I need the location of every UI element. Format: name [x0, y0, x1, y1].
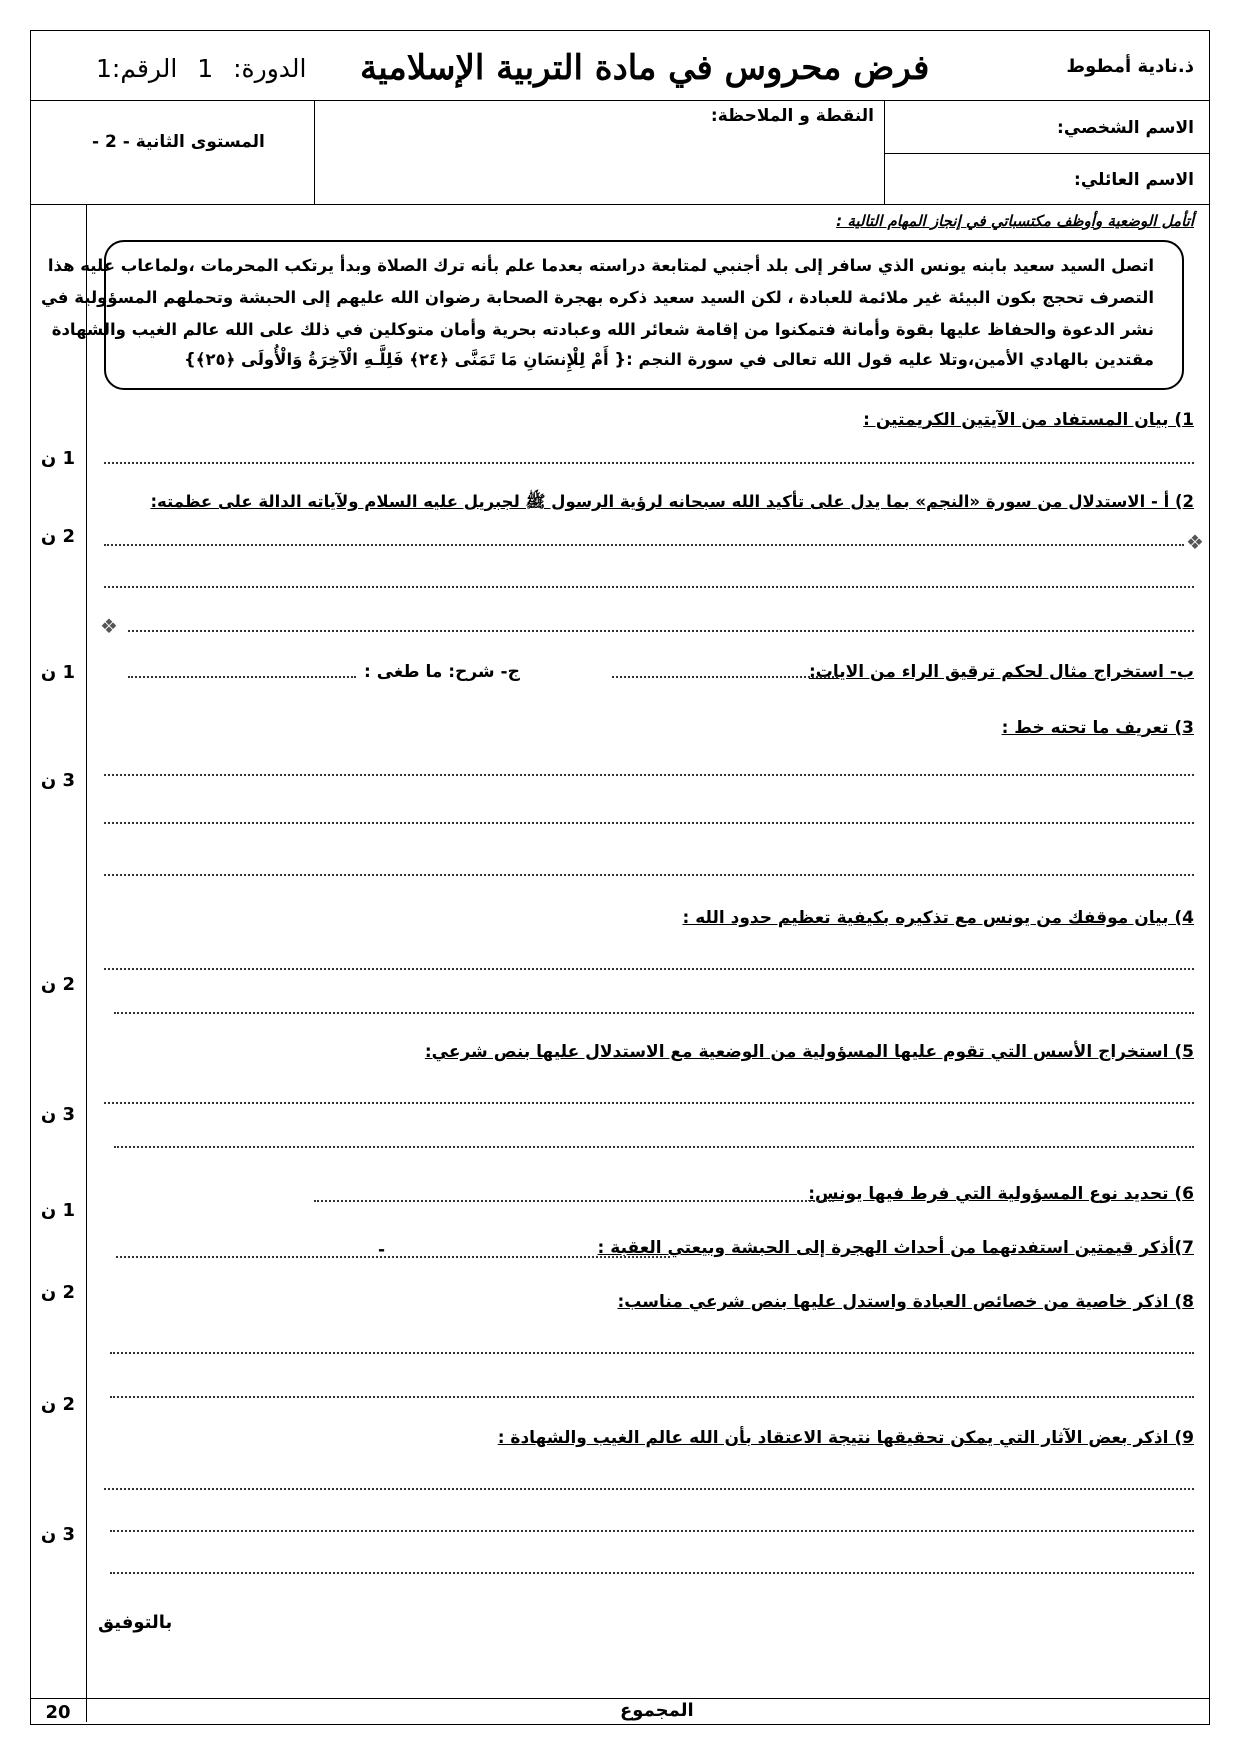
question-4: 4) بيان موقفك من يونس مع تذكيره بكيفية تعظيم حدود الله : [682, 908, 1194, 928]
answer-separator: - [378, 1240, 386, 1260]
situation-line-4: مقتدين بالهادي الأمين،وتلا عليه قول الله تعالى في سورة النجم :{ أَمْ لِلْإِنسَانِ مَا تَمَنَّى ﴿٢٤﴾ فَلِلَّـهِ الْآخِرَةُ وَالْأُولَى ﴿٢٥﴾} [184, 350, 1154, 369]
answer-line-q5-1[interactable] [104, 1102, 1194, 1104]
situation-line-2: التصرف تحجج بكون البيئة غير ملائمة للعبادة ، لكن السيد سعيد ذكره بهجرة الصحابة رضوان الله عليهم إلى الحبشة وتحملهم المسؤولية في [40, 288, 1154, 307]
answer-line-q7-1[interactable] [372, 1256, 670, 1258]
total-row-divider [30, 1698, 1210, 1699]
question-9: 9) اذكر بعض الآثار التي يمكن تحقيقها نتيجة الاعتقاد بأن الله عالم الغيب والشهادة : [497, 1428, 1194, 1448]
session-info [96, 54, 306, 83]
question-1: 1) بيان المستفاد من الآيتين الكريمتين : [863, 410, 1194, 430]
situation-intro: أتأمل الوضعية وأوظف مكتسباتي في إنجاز المهام التالية : [836, 212, 1194, 230]
name-row-divider [884, 153, 1210, 154]
student-info-divider [30, 204, 1210, 205]
answer-line-q3-1[interactable] [104, 774, 1194, 776]
score-q4: 2 ن [40, 974, 76, 995]
family-name-label: الاسم العائلي: [1074, 170, 1194, 190]
level-column-divider [314, 100, 315, 204]
closing-text: بالتوفيق [98, 1612, 173, 1633]
answer-line-q8-1[interactable] [110, 1352, 1194, 1354]
answer-line-q2b[interactable] [612, 676, 838, 678]
question-2a: 2) أ - الاستدلال من سورة «النجم» بما يدل على تأكيد الله سبحانه لرؤية الرسول ﷺ لجبريل عليه السلام ولآياته الدالة على عظمته: [150, 492, 1194, 511]
teacher-name: ذ.نادية أمطوط [1066, 56, 1194, 77]
number-label: الرقم:1 [96, 54, 178, 83]
answer-line-q4-1[interactable] [104, 968, 1194, 970]
score-q2a: 2 ن [40, 526, 76, 547]
answer-line-q7-2[interactable] [116, 1256, 378, 1258]
answer-line-q9-2[interactable] [110, 1530, 1194, 1532]
question-7: 7)أذكر قيمتين استفدتهما من أحداث الهجرة إلى الحبشة وبيعتي العقبة : [597, 1238, 1194, 1258]
situation-box [40, 240, 1184, 390]
answer-line-q6[interactable] [314, 1200, 834, 1202]
answer-line-q9-3[interactable] [110, 1572, 1194, 1574]
answer-line-q2a-2[interactable] [104, 586, 1194, 588]
answer-line-q4-2[interactable] [114, 1012, 1194, 1014]
question-6: 6) تحديد نوع المسؤولية التي فرط فيها يونس: [808, 1184, 1194, 1204]
answer-line-q8-2[interactable] [110, 1396, 1194, 1398]
grade-label: النقطة و الملاحظة: [710, 106, 874, 126]
exam-title: فرض محروس في مادة التربية الإسلامية [360, 48, 930, 88]
name-column-divider [884, 100, 885, 204]
score-q1: 1 ن [40, 448, 76, 469]
score-q3: 3 ن [40, 770, 76, 791]
score-q7: 2 ن [40, 1282, 76, 1303]
answer-line-q2c[interactable] [128, 676, 356, 678]
score-q2b: 1 ن [40, 662, 76, 683]
situation-line-3: نشر الدعوة والحفاظ عليها بقوة وأمانة فتمكنوا من إقامة شعائر الله وعبادته بحرية وأمان متوكلين في ذلك على الله عالم الغيب والشهادة [51, 320, 1154, 339]
ornament-icon: ❖ [1186, 530, 1204, 554]
first-name-label: الاسم الشخصي: [1057, 118, 1194, 138]
score-q9: 3 ن [40, 1524, 76, 1545]
total-score: 20 [45, 1702, 71, 1723]
session-label: الدورة: [233, 54, 307, 83]
question-2c: ج- شرح: ما طغى : [364, 662, 520, 682]
level-label: المستوى الثانية - 2 - [92, 132, 265, 152]
situation-line-1: اتصل السيد سعيد بابنه يونس الذي سافر إلى بلد أجنبي لمتابعة دراسته بعدما علم بأنه ترك الصلاة وبدأ يرتكب المحرمات ،ولماعاب عليه هذا [47, 256, 1154, 275]
answer-line-q9-1[interactable] [104, 1488, 1194, 1490]
question-2b: ب- استخراج مثال لحكم ترقيق الراء من الايات: [808, 662, 1194, 682]
score-q6: 1 ن [40, 1200, 76, 1221]
score-q5: 3 ن [40, 1104, 76, 1125]
session-value: 1 [197, 54, 214, 83]
answer-line-q1[interactable] [104, 462, 1194, 464]
answer-line-q5-2[interactable] [114, 1146, 1194, 1148]
question-5: 5) استخراج الأسس التي تقوم عليها المسؤولية من الوضعية مع الاستدلال عليها بنص شرعي: [424, 1042, 1194, 1062]
question-8: 8) اذكر خاصية من خصائص العبادة واستدل عليها بنص شرعي مناسب: [617, 1292, 1194, 1312]
answer-line-q2a-1[interactable] [104, 544, 1184, 546]
score-column-divider [86, 204, 87, 1722]
header-divider [30, 100, 1210, 101]
answer-line-q3-3[interactable] [104, 874, 1194, 876]
answer-line-q3-2[interactable] [104, 822, 1194, 824]
score-q8: 2 ن [40, 1394, 76, 1415]
total-label: المجموع [620, 1700, 694, 1721]
ornament-icon: ❖ [100, 614, 118, 638]
question-3: 3) تعريف ما تحته خط : [1001, 718, 1194, 738]
answer-line-q2a-3[interactable] [128, 630, 1194, 632]
